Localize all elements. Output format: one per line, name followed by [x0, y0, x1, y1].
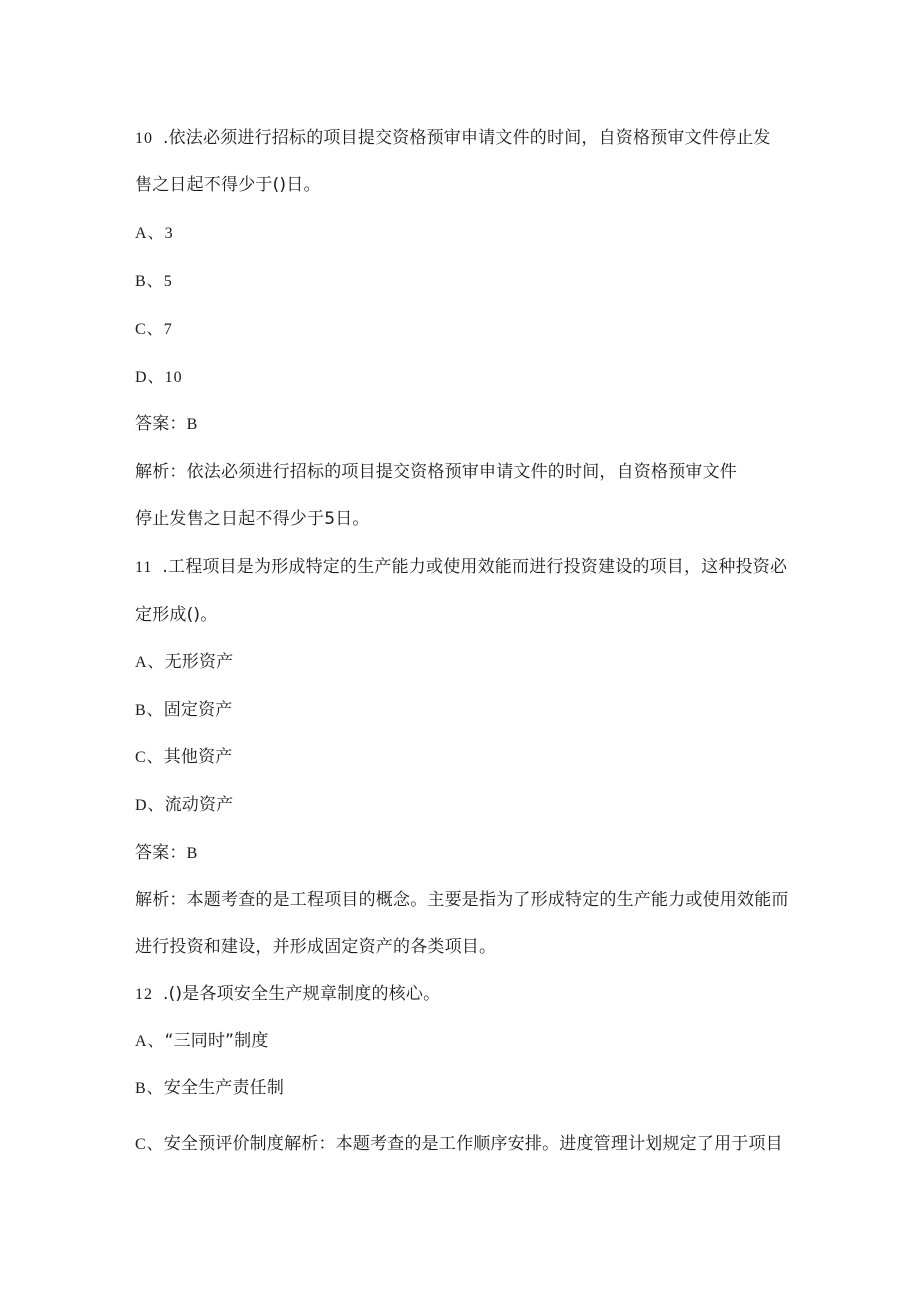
question-11-answer [135, 842, 198, 865]
question-10-option-b [135, 270, 173, 293]
option-letter: C、 [135, 321, 164, 338]
question-number: 10 [135, 130, 153, 147]
question-10-option-c [135, 318, 173, 341]
option-text: 10 [164, 369, 183, 386]
question-10-option-a [135, 222, 174, 245]
question-12-option-b [135, 1077, 284, 1100]
question-12-option-c [135, 1133, 783, 1156]
option-letter: C、 [135, 1136, 164, 1153]
question-stem-text: .依法必须进行招标的项目提交资格预审申请文件的时间，自资格预审文件停止发 [163, 128, 771, 148]
answer-label: 答案： [135, 414, 187, 434]
question-11-analysis-line1: 解析：本题考查的是工程项目的概念。主要是指为了形成特定的生产能力或使用效能而 [135, 890, 789, 910]
option-text: 安全生产责任制 [163, 1078, 285, 1098]
option-text: 安全预评价制度解析：本题考查的是工作顺序安排。进度管理计划规定了用于项目 [163, 1134, 783, 1154]
option-letter: B、 [135, 273, 164, 290]
option-text: 流动资产 [164, 795, 234, 815]
answer-value: B [186, 845, 199, 862]
answer-value: B [186, 416, 199, 433]
question-11-option-c [135, 746, 233, 769]
option-text: 固定资产 [163, 700, 233, 720]
question-10-answer [135, 413, 198, 436]
option-letter: D、 [135, 797, 165, 814]
question-11-analysis-line2: 进行投资和建设，并形成固定资产的各类项目。 [135, 937, 497, 957]
question-11-option-d [135, 794, 233, 817]
option-text: 无形资产 [164, 652, 234, 672]
answer-label: 答案： [135, 843, 187, 863]
question-10-stem-line2: 售之日起不得少于()日。 [135, 175, 321, 195]
option-letter: C、 [135, 749, 164, 766]
option-letter: A、 [135, 1033, 165, 1050]
option-letter: B、 [135, 1080, 164, 1097]
question-10-analysis-line1: 解析：依法必须进行招标的项目提交资格预审申请文件的时间，自资格预审文件 [135, 462, 737, 482]
option-letter: A、 [135, 654, 165, 671]
question-11-stem-line1 [135, 556, 787, 579]
question-stem-text: .()是各项安全生产规章制度的核心。 [163, 984, 441, 1004]
option-text: 其他资产 [163, 747, 233, 767]
option-text: 3 [164, 225, 174, 242]
option-letter: A、 [135, 225, 165, 242]
option-text: “三同时”制度 [164, 1031, 269, 1051]
question-11-option-a [135, 651, 233, 674]
question-10-stem-line1 [135, 127, 771, 150]
question-number: 11 [135, 559, 153, 576]
question-12-stem-line1 [135, 983, 440, 1006]
question-12-option-a [135, 1030, 269, 1053]
question-10-analysis-line2: 停止发售之日起不得少于5日。 [135, 509, 370, 529]
option-text: 7 [163, 321, 173, 338]
option-letter: B、 [135, 702, 164, 719]
question-number: 12 [135, 986, 153, 1003]
question-10-option-d [135, 366, 183, 389]
question-11-stem-line2: 定形成()。 [135, 605, 218, 625]
option-text: 5 [163, 273, 173, 290]
question-stem-text: .工程项目是为形成特定的生产能力或使用效能而进行投资建设的项目，这种投资必 [162, 557, 788, 577]
question-11-option-b [135, 699, 233, 722]
option-letter: D、 [135, 369, 165, 386]
